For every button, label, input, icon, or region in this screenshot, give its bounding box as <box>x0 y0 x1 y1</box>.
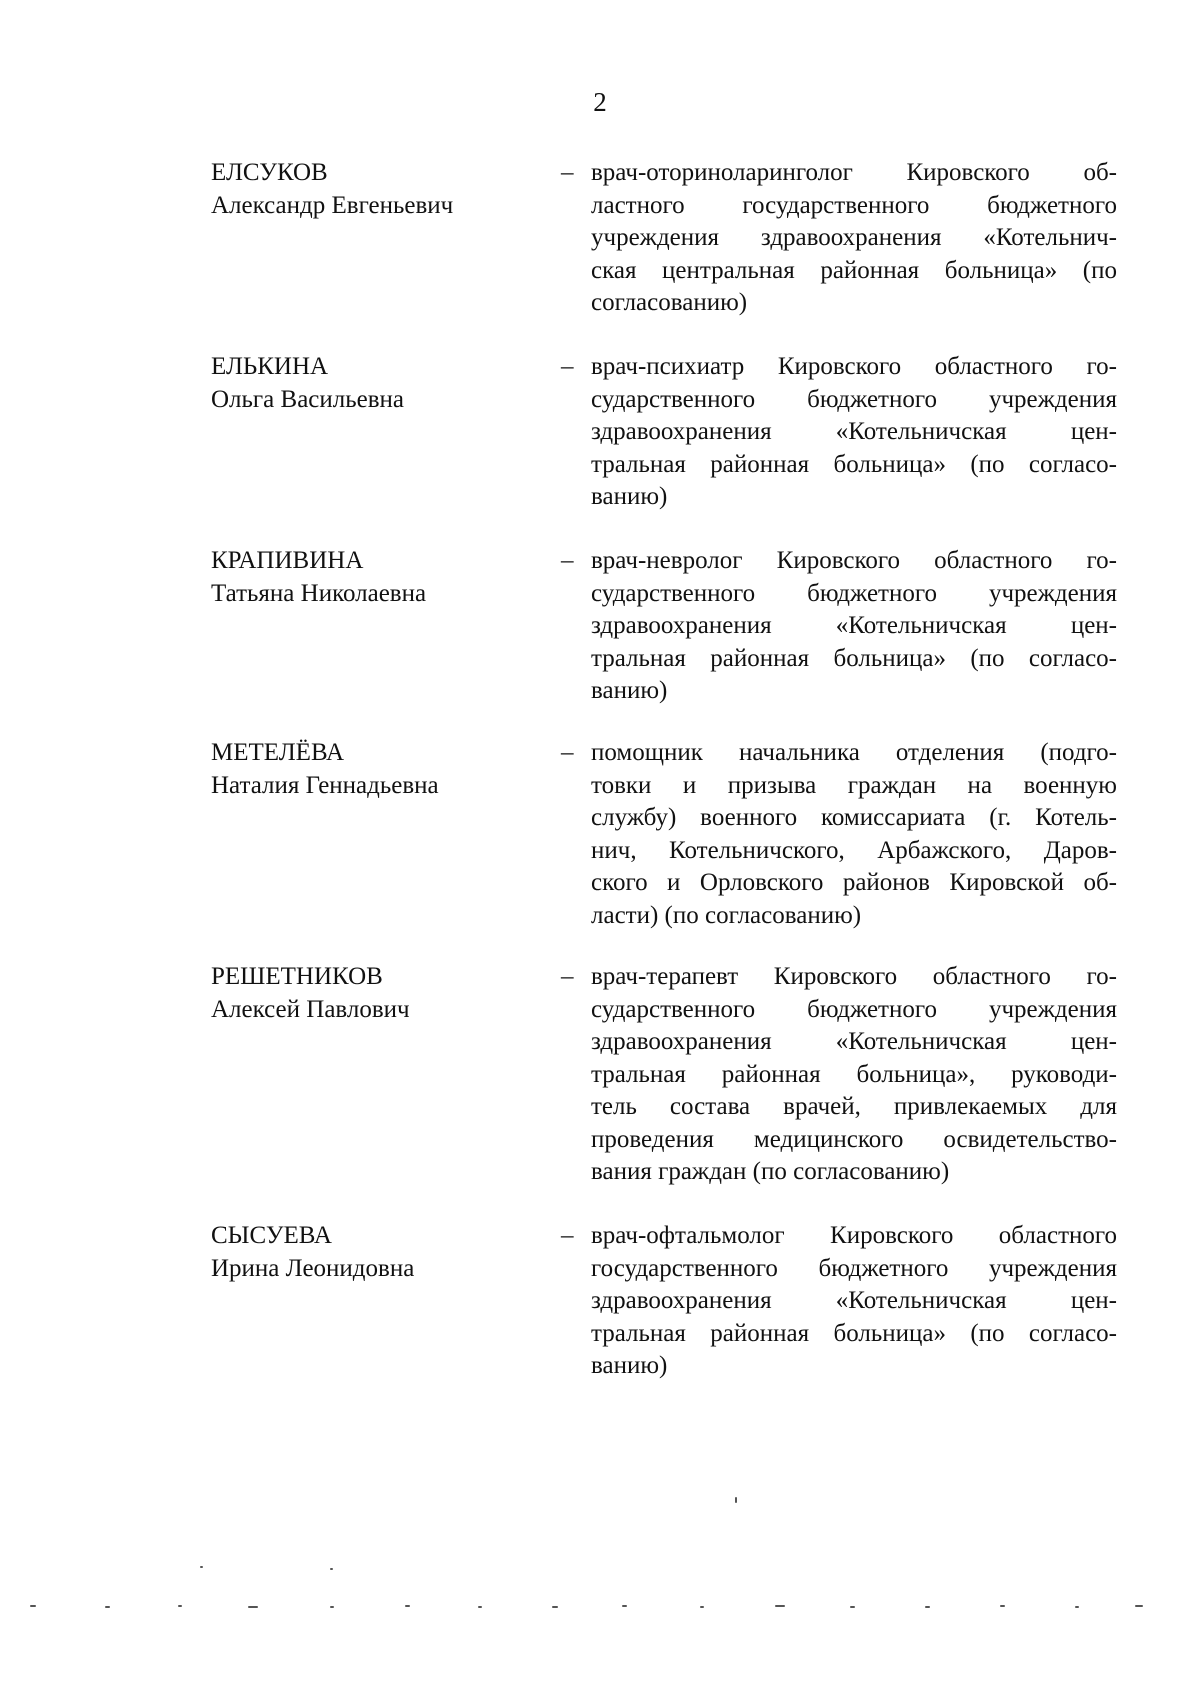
member-surname: МЕТЕЛЁВА <box>211 739 345 766</box>
position-line: товки и призыва граждан на военную <box>591 771 1117 799</box>
member-surname: СЫСУЕВА <box>211 1222 332 1249</box>
member-position <box>591 1220 1117 1383</box>
position-line: тральная районная больница» (по согласо- <box>591 644 1117 672</box>
position-line: государственного бюджетного учреждения <box>591 1254 1117 1282</box>
position-line: здравоохранения «Котельничская цен- <box>591 612 1117 639</box>
entry-dash: – <box>561 739 574 766</box>
position-line: согласованию) <box>591 289 748 316</box>
member-name <box>211 351 541 416</box>
entry-dash: – <box>561 159 574 186</box>
member-name <box>211 1220 541 1285</box>
position-line: врач-оториноларинголог Кировского об- <box>591 159 1117 186</box>
member-position <box>591 351 1117 514</box>
position-line: вания граждан (по согласованию) <box>591 1158 950 1185</box>
position-line: ванию) <box>591 1352 668 1379</box>
position-line: проведения медицинского освидетельство- <box>591 1125 1117 1153</box>
position-line: тральная районная больница» (по согласо- <box>591 450 1117 478</box>
position-line: врач-невролог Кировского областного го- <box>591 547 1117 574</box>
member-given-names: Александр Евгеньевич <box>211 191 454 219</box>
position-line: ванию) <box>591 677 668 704</box>
position-line: службу) военного комиссариата (г. Котель- <box>591 804 1117 831</box>
position-line: учреждения здравоохранения «Котельнич- <box>591 224 1117 251</box>
entry-dash: – <box>561 353 574 380</box>
member-name <box>211 545 541 610</box>
position-line: нич, Котельничского, Арбажского, Даров- <box>591 836 1117 864</box>
position-line: тель состава врачей, привлекаемых для <box>591 1093 1117 1120</box>
member-surname: ЕЛЬКИНА <box>211 353 329 380</box>
member-position <box>591 157 1117 320</box>
member-given-names: Ирина Леонидовна <box>211 1254 415 1282</box>
member-position <box>591 545 1117 708</box>
member-surname: КРАПИВИНА <box>211 547 364 574</box>
member-position <box>591 961 1117 1189</box>
position-line: сударственного бюджетного учреждения <box>591 385 1117 413</box>
position-line: помощник начальника отделения (подго- <box>591 739 1117 766</box>
position-line: здравоохранения «Котельничская цен- <box>591 418 1117 445</box>
member-given-names: Алексей Павлович <box>211 995 410 1023</box>
position-line: тральная районная больница», руководи- <box>591 1060 1117 1088</box>
position-line: врач-терапевт Кировского областного го- <box>591 963 1117 990</box>
page-number: 2 <box>593 87 607 117</box>
position-line: сударственного бюджетного учреждения <box>591 995 1117 1023</box>
position-line: тральная районная больница» (по согласо- <box>591 1319 1117 1347</box>
position-line: ластного государственного бюджетного <box>591 191 1117 219</box>
position-line: ская центральная районная больница» (по <box>591 256 1117 284</box>
member-name <box>211 961 541 1026</box>
member-surname: ЕЛСУКОВ <box>211 159 328 186</box>
entry-dash: – <box>561 963 574 990</box>
position-line: здравоохранения «Котельничская цен- <box>591 1028 1117 1055</box>
member-name <box>211 157 541 222</box>
member-surname: РЕШЕТНИКОВ <box>211 963 383 990</box>
position-line: врач-психиатр Кировского областного го- <box>591 353 1117 380</box>
position-line: ванию) <box>591 483 668 510</box>
position-line: ского и Орловского районов Кировской об- <box>591 869 1117 896</box>
entry-dash: – <box>561 1222 574 1249</box>
member-given-names: Наталия Геннадьевна <box>211 771 439 799</box>
position-line: врач-офтальмолог Кировского областного <box>591 1222 1117 1249</box>
member-given-names: Татьяна Николаевна <box>211 579 427 607</box>
member-position <box>591 737 1117 932</box>
member-name <box>211 737 541 802</box>
position-line: ласти) (по согласованию) <box>591 901 862 929</box>
position-line: сударственного бюджетного учреждения <box>591 579 1117 607</box>
entry-dash: – <box>561 547 574 574</box>
member-given-names: Ольга Васильевна <box>211 385 405 413</box>
position-line: здравоохранения «Котельничская цен- <box>591 1287 1117 1314</box>
